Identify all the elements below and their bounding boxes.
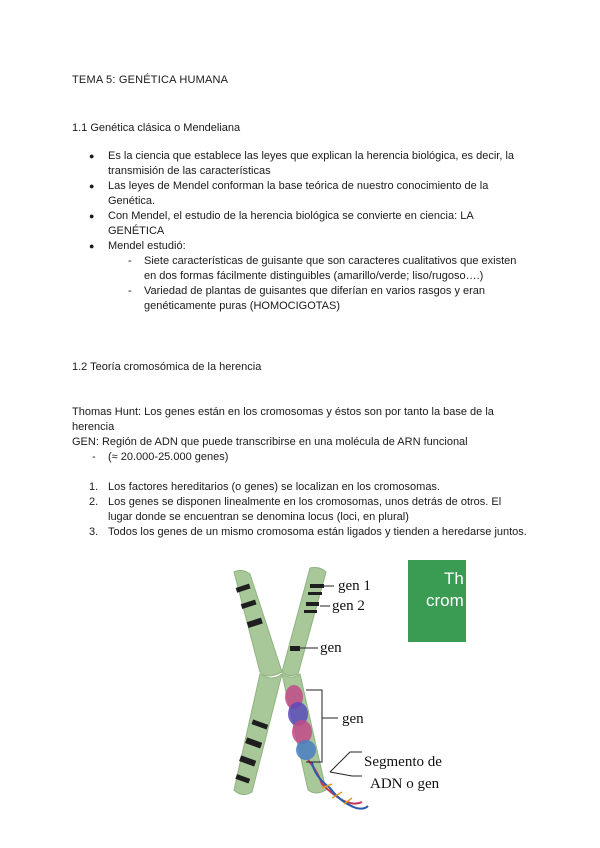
label-gen: gen (320, 640, 342, 656)
list-number: 1. (89, 481, 99, 493)
label-segment-line2: ADN o gen (370, 776, 440, 792)
paragraph-thomas-hunt: Thomas Hunt: Los genes están en los cromosomas y éstos son por tanto la base de la herencia (72, 406, 494, 433)
section-heading-2: 1.2 Teoría cromosómica de la herencia (72, 361, 262, 373)
slide-text-line2: crom (426, 591, 464, 610)
dash-marker: - (128, 255, 132, 267)
bullet-icon: ● (89, 181, 95, 191)
label-gen-lower: gen (342, 711, 364, 727)
dash-item-text: Variedad de plantas de guisantes que diferían en varios rasgos y eran genéticamente puras (HOMOCIGOTAS) (144, 285, 486, 312)
bullet-text: Es la ciencia que establece las leyes que explican la herencia biológica, es decir, la transmisión de las características (108, 150, 515, 177)
numbered-item-text: Todos los genes de un mismo cromosoma están ligados y tienden a heredarse juntos. (108, 526, 527, 538)
section-heading-1: 1.1 Genética clásica o Mendeliana (72, 122, 241, 134)
bullet-icon: ● (89, 151, 95, 161)
slide-text-line1: Th (444, 569, 464, 588)
dash-marker: - (92, 451, 96, 463)
dash-marker: - (128, 285, 132, 297)
numbered-item-text: Los genes se disponen linealmente en los cromosomas, unos detrás de otros. El lugar donde se encuentran se denomina locus (loci, en plural) (108, 496, 502, 523)
list-number: 3. (89, 526, 99, 538)
numbered-item-text: Los factores hereditarios (o genes) se localizan en los cromosomas. (108, 481, 440, 493)
chromosome-diagram (222, 562, 468, 820)
dash-item-text: (≈ 20.000-25.000 genes) (108, 451, 229, 463)
document-title: TEMA 5: GENÉTICA HUMANA (72, 74, 229, 86)
bullet-text: Las leyes de Mendel conforman la base teórica de nuestro conocimiento de la Genética. (108, 180, 489, 207)
label-gen-2: gen 2 (332, 598, 365, 614)
bullet-text: Mendel estudió: (108, 240, 186, 252)
bullet-text: Con Mendel, el estudio de la herencia biológica se convierte en ciencia: LA GENÉTICA (108, 210, 474, 237)
paragraph-gen-definition: GEN: Región de ADN que puede transcribirse en una molécula de ARN funcional (72, 436, 468, 448)
dash-item-text: Siete características de guisante que son caracteres cualitativos que existen en dos formas fácilmente distinguibles (amarillo/verde; liso/rugoso….) (144, 255, 517, 282)
label-segment-line1: Segmento de (364, 754, 442, 770)
bullet-icon: ● (89, 211, 95, 221)
list-number: 2. (89, 496, 99, 508)
bullet-icon: ● (89, 241, 95, 251)
label-gen-1: gen 1 (338, 578, 371, 594)
